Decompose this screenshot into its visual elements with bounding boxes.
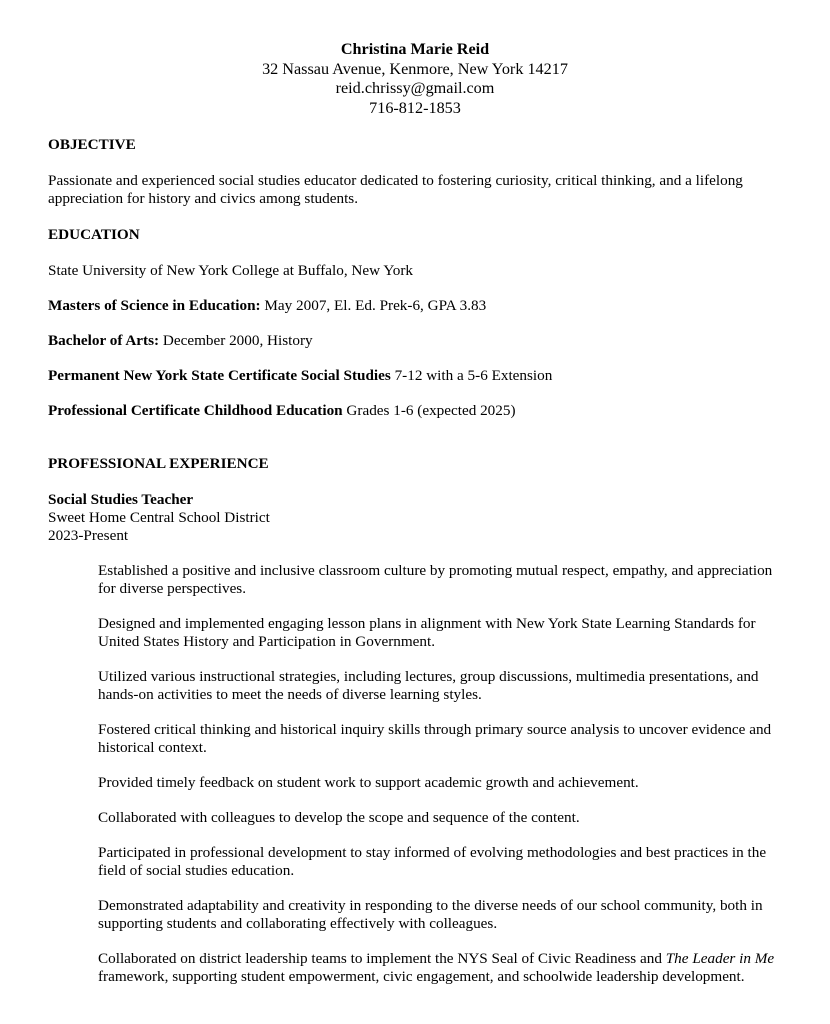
program-name: The Leader in Me <box>665 950 775 967</box>
experience-heading: PROFESSIONAL EXPERIENCE <box>48 455 269 472</box>
candidate-address: 32 Nassau Avenue, Kenmore, New York 14217 <box>262 59 568 78</box>
objective-text: Passionate and experienced social studies educator dedicated to fostering curiosity, critical thinking, and a lifelong appreciation for history and civics among students. <box>48 172 743 207</box>
job-duty: Provided timely feedback on student work to support academic growth and achievement. <box>98 774 639 791</box>
job-duty: Utilized various instructional strategies, including lectures, group discussions, multimedia presentations, and hands-on activities to meet the needs of diverse learning styles. <box>98 668 759 703</box>
education-entry-bachelor <box>48 332 782 350</box>
job-duty-text: Collaborated on district leadership teams to implement the NYS Seal of Civic Readiness and <box>98 950 666 967</box>
job-title: Social Studies Teacher <box>48 491 194 508</box>
education-heading: EDUCATION <box>48 226 140 243</box>
objective-heading: OBJECTIVE <box>48 136 136 153</box>
candidate-email: reid.chrissy@gmail.com <box>335 79 495 97</box>
education-entry-detail: Grades 1-6 (expected 2025) <box>342 402 516 419</box>
education-school: State University of New York College at Buffalo, New York <box>48 262 414 279</box>
candidate-name: Christina Marie Reid <box>340 40 490 58</box>
job-duty: Established a positive and inclusive classroom culture by promoting mutual respect, empathy, and appreciation for diverse perspectives. <box>98 562 773 597</box>
job-duties-list <box>48 562 782 986</box>
education-entry-permanent-certificate <box>48 367 782 385</box>
job-duty: Designed and implemented engaging lesson plans in alignment with New York State Learning Standards for United States History and Participation in Government. <box>98 615 756 650</box>
job-duty <box>98 950 782 986</box>
education-entry-label: Permanent New York State Certificate Social Studies <box>48 367 391 384</box>
job-duty-text: framework, supporting student empowerment, civic engagement, and schoolwide leadership development. <box>98 968 745 985</box>
education-entry-label: Professional Certificate Childhood Education <box>48 402 343 419</box>
job-duty: Collaborated with colleagues to develop the scope and sequence of the content. <box>98 809 580 826</box>
education-entry-label: Masters of Science in Education: <box>48 297 261 314</box>
job-duty: Fostered critical thinking and historical inquiry skills through primary source analysis to uncover evidence and historical context. <box>98 721 772 756</box>
job-entry <box>48 491 782 986</box>
education-entry-detail: 7-12 with a 5-6 Extension <box>390 367 553 384</box>
job-duty: Participated in professional development to stay informed of evolving methodologies and best practices in the field of social studies education. <box>98 844 767 879</box>
education-entry-detail: May 2007, El. Ed. Prek-6, GPA 3.83 <box>260 297 487 314</box>
education-entry-label: Bachelor of Arts: <box>48 332 160 349</box>
resume-header <box>48 40 782 118</box>
job-employer: Sweet Home Central School District <box>48 509 270 526</box>
candidate-phone: 716-812-1853 <box>369 98 461 117</box>
job-dates: 2023-Present <box>48 527 129 544</box>
job-duty: Demonstrated adaptability and creativity in responding to the diverse needs of our school community, both in supporting students and collaborating effectively with colleagues. <box>98 897 763 932</box>
education-entry-professional-certificate <box>48 402 782 420</box>
education-entry-masters <box>48 297 782 315</box>
education-entry-detail: December 2000, History <box>159 332 313 349</box>
